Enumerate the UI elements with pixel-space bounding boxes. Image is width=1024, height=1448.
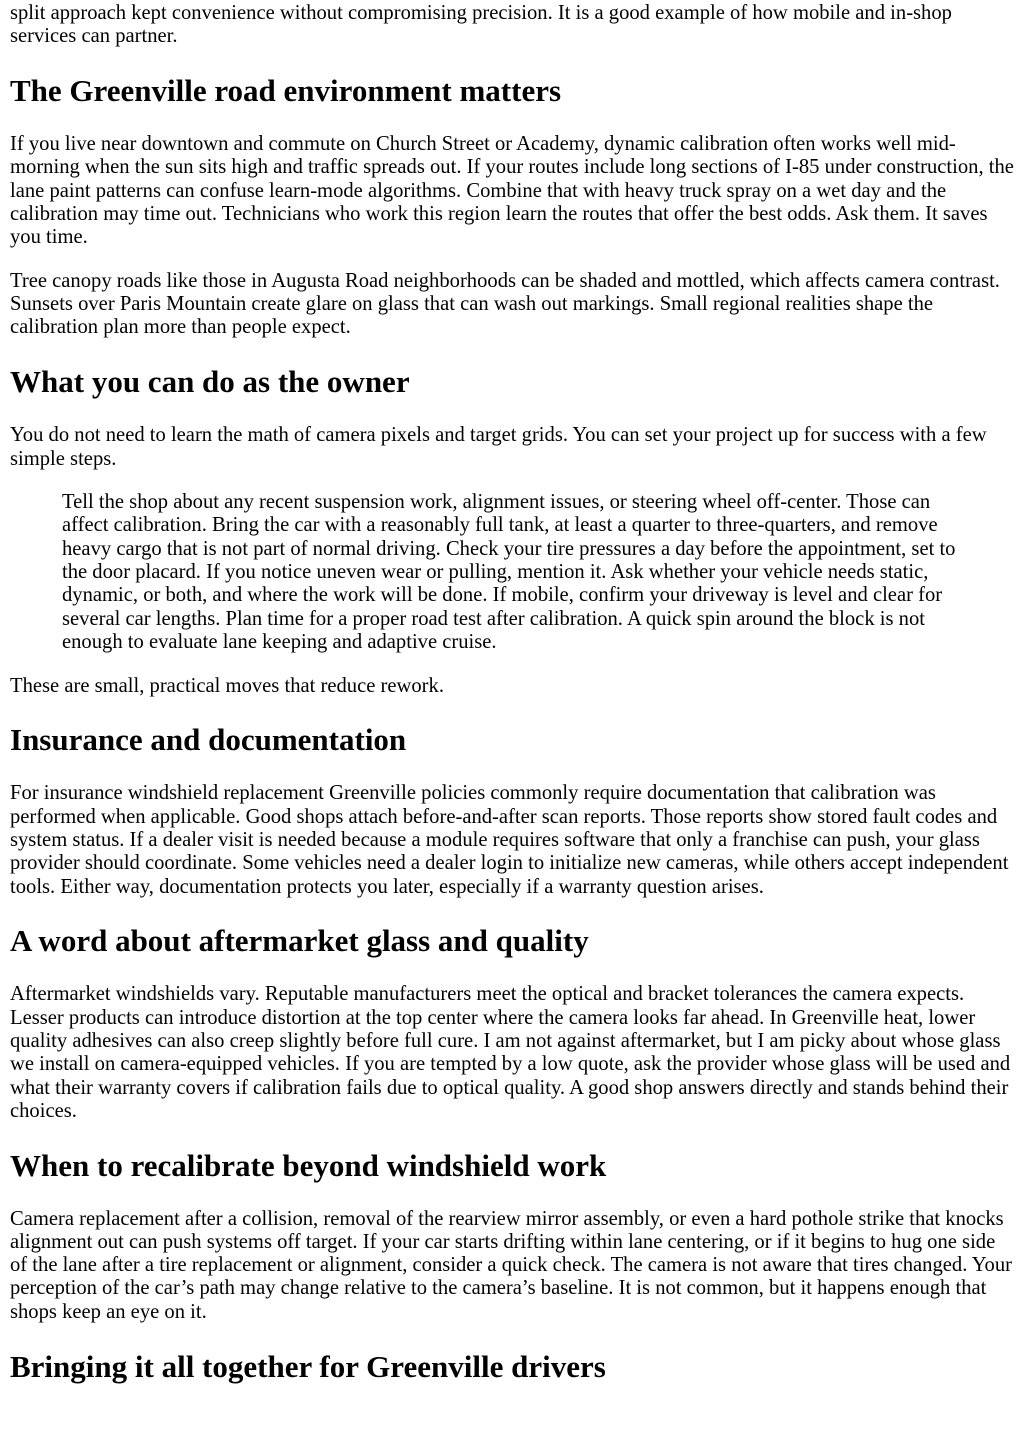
section-heading-road-environment: The Greenville road environment matters xyxy=(10,73,562,109)
intro-paragraph-continued: split approach kept convenience without compromising precision. It is a good example of how mobile and in-shop services can partner. xyxy=(10,2,952,48)
paragraph-when-to-recalibrate: Camera replacement after a collision, removal of the rearview mirror assembly, or even a hard pothole strike that knocks alignment out can push systems off target. If your car starts drifting within lane centering, or if it begins to hug one side of the lane after a tire replacement or alignment, consider a quick check. The camera is not aware that tires changed. Your perception of the car’s path may change relative to the camera’s baseline. It is not common, but it happens enough that shops keep an eye on it. xyxy=(10,1207,1013,1323)
section-heading-owner-steps: What you can do as the owner xyxy=(10,364,410,400)
paragraph-owner-steps-outro: These are small, practical moves that reduce rework. xyxy=(10,674,444,697)
section-heading-aftermarket-glass: A word about aftermarket glass and quality xyxy=(10,923,589,959)
section-heading-bringing-it-together: Bringing it all together for Greenville drivers xyxy=(10,1348,606,1384)
paragraph-owner-steps-intro: You do not need to learn the math of camera pixels and target grids. You can set your project up for success with a few simple steps. xyxy=(10,424,987,470)
owner-tips-blockquote: Tell the shop about any recent suspension work, alignment issues, or steering wheel off-center. Those can affect calibration. Bring the car with a reasonably full tank, at least a quarter to three-quarters, and remove heavy cargo that is not part of normal driving. Check your tire pressures a day before the appointment, set to the door placard. If you notice uneven wear or pulling, mention it. Ask whether your vehicle needs static, dynamic, or both, and where the work will be done. If mobile, confirm your driveway is level and clear for several car lengths. Plan time for a proper road test after calibration. A quick spin around the block is not enough to evaluate lane keeping and adaptive cruise. xyxy=(62,491,956,653)
paragraph-aftermarket-glass: Aftermarket windshields vary. Reputable manufacturers meet the optical and bracket tolerances the camera expects. Lesser products can introduce distortion at the top center where the camera looks far ahead. In Greenville heat, lower quality adhesives can also creep slightly before full cure. I am not against aftermarket, but I am picky about whose glass we install on camera-equipped vehicles. If you are tempted by a low quote, ask the provider whose glass will be used and what their warranty covers if calibration fails due to optical quality. A good shop answers directly and stands behind their choices. xyxy=(10,983,1011,1122)
section-heading-when-to-recalibrate: When to recalibrate beyond windshield work xyxy=(10,1147,607,1183)
section-heading-insurance-documentation: Insurance and documentation xyxy=(10,722,407,758)
paragraph-road-environment-2: Tree canopy roads like those in Augusta Road neighborhoods can be shaded and mottled, which affects camera contrast. Sunsets over Paris Mountain create glare on glass that can wash out markings. Small regional realities shape the calibration plan more than people expect. xyxy=(10,269,1000,339)
paragraph-insurance-documentation: For insurance windshield replacement Greenville policies commonly require documentation that calibration was performed when applicable. Good shops attach before-and-after scan reports. Those reports show stored fault codes and system status. If a dealer visit is needed because a module requires software that only a franchise can push, your glass provider should coordinate. Some vehicles need a dealer login to initialize new cameras, while others accept independent tools. Either way, documentation protects you later, especially if a warranty question arises. xyxy=(10,782,1009,898)
paragraph-road-environment-1: If you live near downtown and commute on Church Street or Academy, dynamic calibration often works well mid-morning when the sun sits high and traffic spreads out. If your routes include long sections of I-85 under construction, the lane paint patterns can confuse learn-mode algorithms. Combine that with heavy truck spray on a wet day and the calibration may time out. Technicians who work this region learn the routes that offer the best odds. Ask them. It saves you time. xyxy=(10,133,1014,249)
